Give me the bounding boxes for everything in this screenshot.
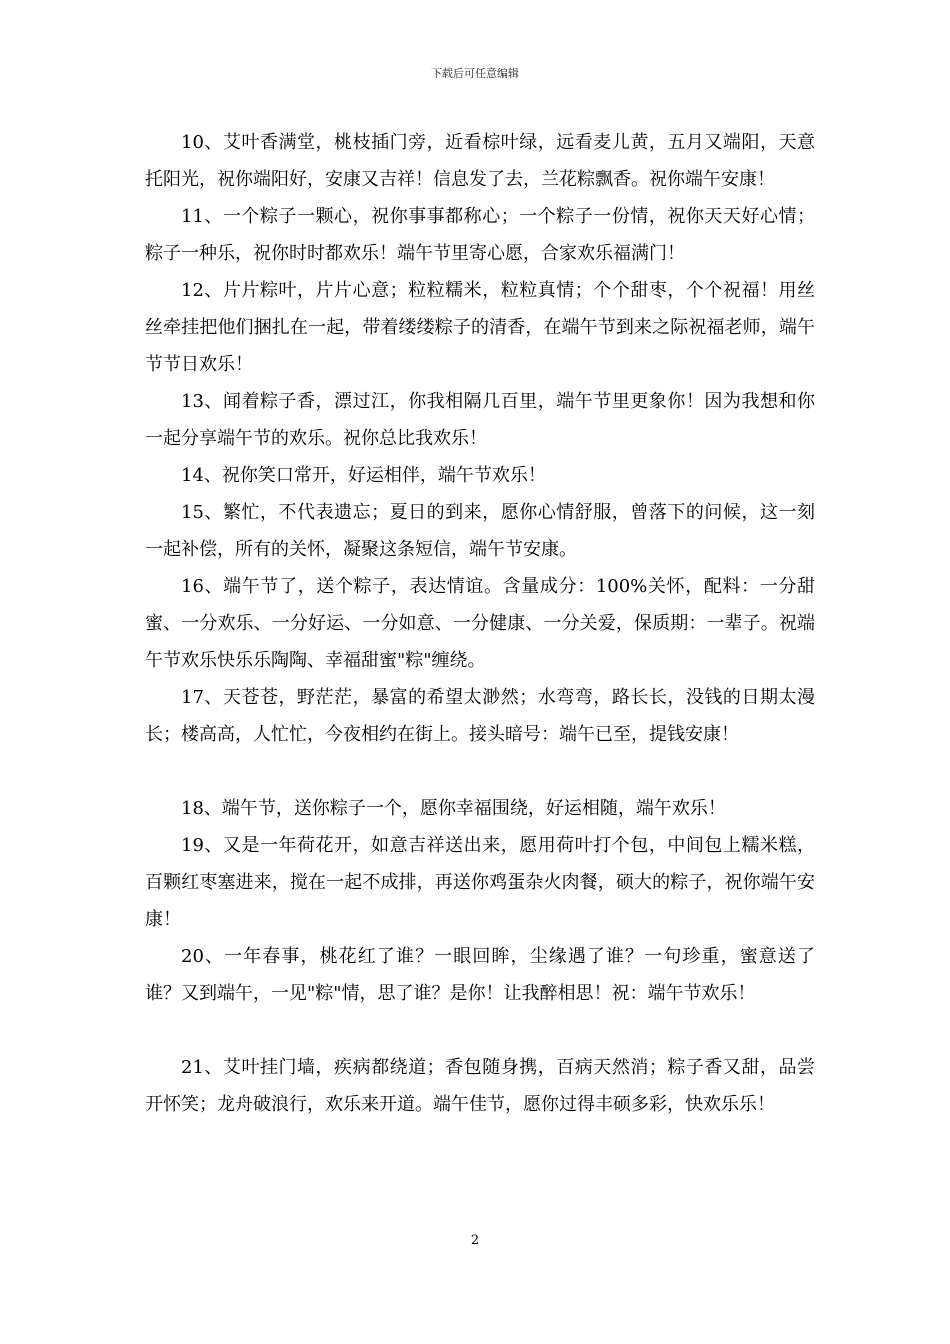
- paragraph-14: 14、祝你笑口常开，好运相伴，端午节欢乐！: [181, 465, 546, 486]
- paragraph-11: 11、一个粽子一颗心，祝你事事都称心；一个粽子一份情，祝你天天好心情；粽子一种乐，祝你时时都欢乐！端午节里寄心愿，合家欢乐福满门！: [145, 206, 815, 264]
- paragraph-17: 17、天苍苍，野茫茫，暴富的希望太渺然；水弯弯，路长长，没钱的日期太漫长；楼高高，人忙忙，今夜相约在街上。接头暗号：端午已至，提钱安康！: [145, 687, 815, 745]
- paragraph-10: 10、艾叶香满堂，桃枝插门旁，近看棕叶绿，远看麦儿黄，五月又端阳，天意托阳光，祝你端阳好，安康又吉祥！信息发了去，兰花粽飘香。祝你端午安康！: [145, 132, 815, 190]
- paragraph-21: 21、艾叶挂门墙，疾病都绕道；香包随身携，百病天然消；粽子香又甜，品尝开怀笑；龙舟破浪行，欢乐来开道。端午佳节，愿你过得丰硕多彩，快欢乐乐！: [145, 1057, 815, 1115]
- paragraph-16: 16、端午节了，送个粽子，表达情谊。含量成分：100%关怀，配料：一分甜蜜、一分欢乐、一分好运、一分如意、一分健康、一分关爱，保质期：一辈子。祝端午节欢乐快乐乐陶陶、幸福甜蜜"粽"缠绕。: [145, 576, 815, 671]
- paragraph-18: 18、端午节，送你粽子一个，愿你幸福围绕，好运相随，端午欢乐！: [181, 798, 726, 819]
- paragraph-13: 13、闻着粽子香，漂过江，你我相隔几百里，端午节里更象你！因为我想和你一起分享端午节的欢乐。祝你总比我欢乐！: [145, 391, 815, 449]
- page-number: 2: [470, 1233, 480, 1248]
- document-body: [145, 124, 815, 1123]
- page-header: 下载后可任意编辑: [431, 67, 519, 80]
- paragraph-12: 12、片片粽叶，片片心意；粒粒糯米，粒粒真情；个个甜枣，个个祝福！用丝丝牵挂把他们捆扎在一起，带着缕缕粽子的清香，在端午节到来之际祝福老师，端午节节日欢乐！: [145, 280, 815, 375]
- paragraph-19: 19、又是一年荷花开，如意吉祥送出来，愿用荷叶打个包，中间包上糯米糕，百颗红枣塞进来，搅在一起不成排，再送你鸡蛋杂火肉餐，硕大的粽子，祝你端午安康！: [145, 835, 815, 930]
- paragraph-15: 15、繁忙，不代表遗忘；夏日的到来，愿你心情舒服，曾落下的问候，这一刻一起补偿，所有的关怀，凝聚这条短信，端午节安康。: [145, 502, 815, 560]
- paragraph-20: 20、一年春事，桃花红了谁？一眼回眸，尘缘遇了谁？一句珍重，蜜意送了谁？又到端午，一见"粽"情，思了谁？是你！让我醉相思！祝：端午节欢乐！: [145, 946, 815, 1004]
